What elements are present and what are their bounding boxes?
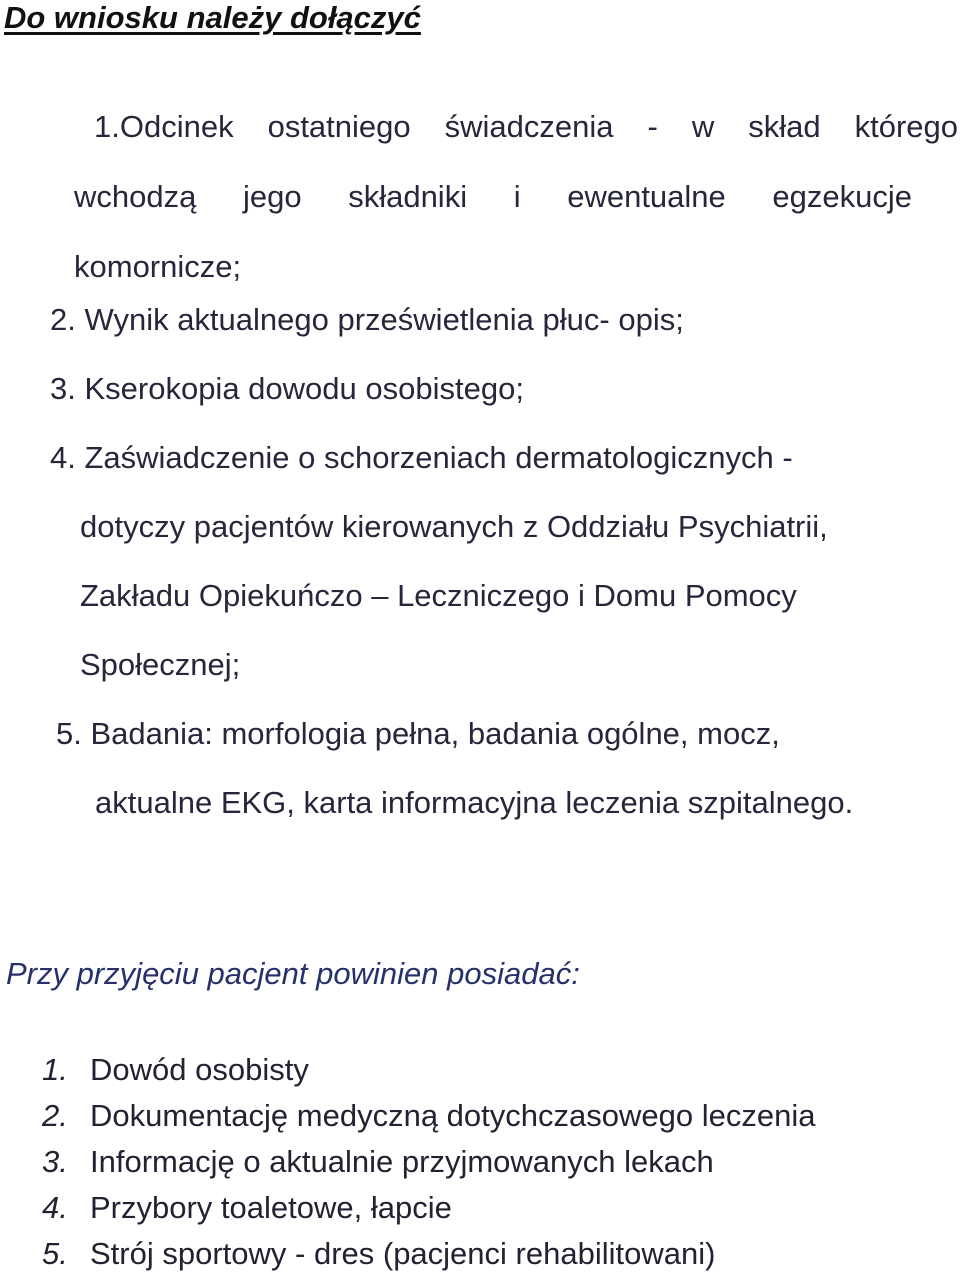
admission-heading: Przy przyjęciu pacjent powinien posiadać: <box>6 956 580 991</box>
admission-item-number: 4. <box>42 1190 68 1225</box>
admission-item-number: 3. <box>42 1144 68 1179</box>
requirement-item-4-line-2: dotyczy pacjentów kierowanych z Oddziału Psychiatrii, <box>80 509 828 544</box>
admission-item-number: 2. <box>42 1098 68 1133</box>
requirement-item-5-line-1: 5. Badania: morfologia pełna, badania ogólne, mocz, <box>56 716 780 751</box>
admission-item <box>42 1047 815 1093</box>
requirement-item-5-line-2: aktualne EKG, karta informacyjna leczenia szpitalnego. <box>95 785 854 820</box>
admission-item-number: 1. <box>42 1052 68 1087</box>
requirement-item-1-line-2: wchodzą jego składniki i ewentualne egzekucje <box>74 179 912 214</box>
admission-item <box>42 1093 815 1139</box>
required-documents-heading: Do wniosku należy dołączyć <box>4 0 421 35</box>
admission-item-number: 5. <box>42 1236 68 1271</box>
admission-item-text: Dowód osobisty <box>90 1052 309 1087</box>
requirement-item-4-line-1: 4. Zaświadczenie o schorzeniach dermatologicznych - <box>50 440 793 475</box>
admission-items-list <box>42 1047 815 1277</box>
admission-item-text: Przybory toaletowe, łapcie <box>90 1190 452 1225</box>
admission-item <box>42 1139 815 1185</box>
requirement-item-4-line-4: Społecznej; <box>80 647 241 682</box>
admission-item <box>42 1185 815 1231</box>
requirement-item-1-line-3: komornicze; <box>74 249 242 284</box>
admission-item-text: Strój sportowy - dres (pacjenci rehabilitowani) <box>90 1236 716 1271</box>
requirement-item-1-line-1: 1.Odcinek ostatniego świadczenia - w skład którego <box>94 109 958 144</box>
requirement-item-2: 2. Wynik aktualnego prześwietlenia płuc- opis; <box>50 302 684 337</box>
requirement-item-4-line-3: Zakładu Opiekuńczo – Leczniczego i Domu Pomocy <box>80 578 797 613</box>
admission-item-text: Informację o aktualnie przyjmowanych lekach <box>90 1144 714 1179</box>
requirement-item-1 <box>74 92 958 302</box>
requirement-item-3: 3. Kserokopia dowodu osobistego; <box>50 371 524 406</box>
admission-item <box>42 1231 815 1277</box>
admission-item-text: Dokumentację medyczną dotychczasowego leczenia <box>90 1098 816 1133</box>
